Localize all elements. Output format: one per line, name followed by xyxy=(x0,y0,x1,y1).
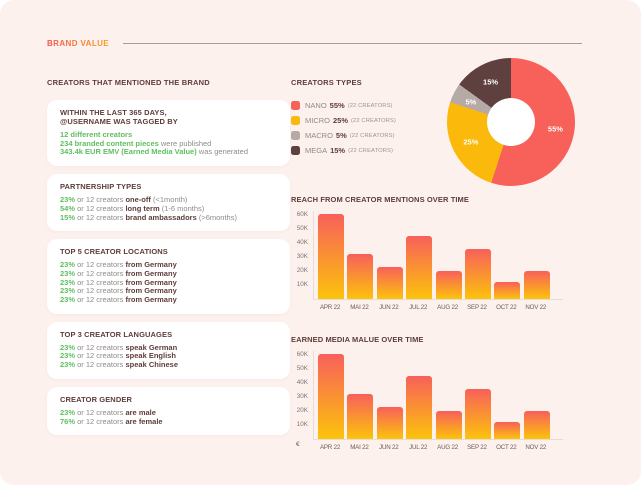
legend-name: MICRO xyxy=(305,116,330,125)
legend-name: MACRO xyxy=(305,131,333,140)
donut-slice-label: 25% xyxy=(463,137,479,147)
section-title-creator-types: CREATORS TYPES xyxy=(291,78,362,87)
x-axis-tick: SEP 22 xyxy=(467,304,487,311)
legend-percent: 5% xyxy=(335,131,347,140)
y-axis xyxy=(291,351,313,439)
stat-description: or 12 creators xyxy=(75,277,126,287)
legend-swatch xyxy=(291,131,300,140)
x-axis-tick: AUG 22 xyxy=(437,444,458,451)
percent-value: 23% xyxy=(60,351,76,361)
x-axis xyxy=(313,304,591,311)
plot-area xyxy=(313,351,563,440)
legend-name: MEGA xyxy=(305,146,328,155)
percent-value: 23% xyxy=(60,268,76,278)
bar-mai-22 xyxy=(347,394,373,439)
y-axis-tick: 50K xyxy=(296,224,308,232)
highlight-value: 12 different creators xyxy=(60,130,133,139)
percent-value: 23% xyxy=(60,360,76,370)
percent-value: 23% xyxy=(60,295,76,305)
chart-title: EARNED MEDIA MALUE OVER TIME xyxy=(291,335,424,344)
bar-jul-22 xyxy=(406,236,432,299)
stat-description: or 12 creators xyxy=(75,351,126,361)
x-axis-tick: OCT 22 xyxy=(496,304,517,311)
stat-card-title: PARTNERSHIP TYPES xyxy=(60,182,142,192)
charts-section xyxy=(291,78,626,468)
chart-body xyxy=(291,351,591,440)
stat-keyword: speak German xyxy=(125,342,178,352)
stat-description: or 12 creators xyxy=(75,260,126,270)
legend-percent: 25% xyxy=(333,116,349,125)
y-axis-tick: 10K xyxy=(296,280,308,288)
stat-card xyxy=(47,239,290,314)
legend-note: (22 CREATORS) xyxy=(349,132,395,139)
donut-slice-label: 5% xyxy=(465,97,477,107)
stat-keyword: brand ambassadors xyxy=(125,212,197,222)
stat-description: (<1month) xyxy=(150,195,188,205)
bar-nov-22 xyxy=(524,271,550,299)
percent-value: 23% xyxy=(60,286,76,296)
bar-sep-22 xyxy=(465,389,491,439)
bar-oct-22 xyxy=(494,282,520,299)
legend-note: (22 CREATORS) xyxy=(348,147,394,154)
stat-card xyxy=(47,387,290,435)
x-axis-tick: JUL 22 xyxy=(409,444,428,451)
bar-aug-22 xyxy=(436,411,462,439)
bar-aug-22 xyxy=(436,271,462,299)
creators-mentioned-section xyxy=(47,78,290,443)
stat-description: or 12 creators xyxy=(75,407,126,417)
x-axis-tick: JUN 22 xyxy=(379,304,399,311)
stat-description: were published xyxy=(158,138,212,148)
stat-line xyxy=(60,296,277,305)
stat-description: (>6months) xyxy=(196,212,237,222)
bar-mai-22 xyxy=(347,254,373,299)
currency-label: € xyxy=(296,441,300,448)
stat-description: or 12 creators xyxy=(75,212,126,222)
summary-card-title xyxy=(60,108,277,126)
x-axis-tick: JUN 22 xyxy=(379,444,399,451)
stat-keyword: are female xyxy=(125,416,163,426)
stat-keyword: from Germany xyxy=(125,286,177,296)
y-axis-tick: 40K xyxy=(296,238,308,246)
stat-description: or 12 creators xyxy=(75,295,126,305)
donut-slice-label: 55% xyxy=(547,124,563,134)
stat-description: or 12 creators xyxy=(75,268,126,278)
creator-types-donut-chart xyxy=(447,58,575,186)
donut-slice-label: 15% xyxy=(483,77,499,87)
summary-title-line-2: @USERNAME WAS TAGGED BY xyxy=(60,117,178,126)
stat-description: was generated xyxy=(196,147,249,157)
bar-apr-22 xyxy=(318,354,344,439)
plot-area xyxy=(313,211,563,300)
stat-line xyxy=(60,214,277,223)
y-axis-tick: 40K xyxy=(296,378,308,386)
page-header xyxy=(47,39,582,48)
stat-keyword: from Germany xyxy=(125,268,177,278)
stat-description: or 12 creators xyxy=(75,342,126,352)
stat-card-title: TOP 3 CREATOR LANGUAGES xyxy=(60,329,173,339)
bar-apr-22 xyxy=(318,214,344,299)
stat-description: (1-6 months) xyxy=(159,203,205,213)
summary-card xyxy=(47,100,290,166)
percent-value: 54% xyxy=(60,203,76,213)
legend-percent: 15% xyxy=(330,146,346,155)
x-axis-tick: NOV 22 xyxy=(525,304,547,311)
stat-keyword: from Germany xyxy=(125,260,177,270)
stat-cards xyxy=(47,174,290,435)
stat-line xyxy=(60,418,277,427)
x-axis-tick: OCT 22 xyxy=(496,444,517,451)
summary-stat-line xyxy=(60,148,277,157)
chart-title: REACH FROM CREATOR MENTIONS OVER TIME xyxy=(291,195,470,204)
y-axis-tick: 30K xyxy=(296,392,308,400)
reach-over-time-chart xyxy=(291,195,591,311)
x-axis-tick: AUG 22 xyxy=(437,304,458,311)
legend-name: NANO xyxy=(305,101,327,110)
percent-value: 15% xyxy=(60,212,76,222)
stat-description: or 12 creators xyxy=(75,195,126,205)
stat-description: or 12 creators xyxy=(75,286,126,296)
y-axis-tick: 10K xyxy=(296,420,308,428)
percent-value: 23% xyxy=(60,260,76,270)
stat-keyword: speak Chinese xyxy=(125,360,178,370)
page-title: BRAND VALUE xyxy=(47,39,110,48)
stat-card-title: TOP 5 CREATOR LOCATIONS xyxy=(60,247,168,257)
y-axis-tick: 60K xyxy=(296,350,308,358)
x-axis-tick: APR 22 xyxy=(319,444,341,451)
stat-keyword: from Germany xyxy=(125,295,177,305)
emv-over-time-chart xyxy=(291,335,591,451)
y-axis-tick: 30K xyxy=(296,252,308,260)
stat-description: or 12 creators xyxy=(75,360,126,370)
x-axis-tick: JUL 22 xyxy=(409,304,428,311)
y-axis xyxy=(291,211,313,299)
y-axis-tick: 50K xyxy=(296,364,308,372)
stat-card xyxy=(47,322,290,379)
x-axis-tick: APR 22 xyxy=(319,304,341,311)
percent-value: 23% xyxy=(60,342,76,352)
donut-hole xyxy=(487,98,535,146)
stat-description: or 12 creators xyxy=(75,416,126,426)
chart-body xyxy=(291,211,591,300)
header-divider xyxy=(123,43,582,44)
legend-note: (22 CREATORS) xyxy=(347,102,393,109)
stat-keyword: speak English xyxy=(125,351,176,361)
highlight-value: 343.4k EUR EMV (Earned Media Value) xyxy=(60,147,197,157)
percent-value: 23% xyxy=(60,277,76,287)
legend-swatch xyxy=(291,116,300,125)
bar-nov-22 xyxy=(524,411,550,439)
bar-jun-22 xyxy=(377,407,403,439)
bar-jul-22 xyxy=(406,376,432,439)
stat-card xyxy=(47,174,290,231)
bar-jun-22 xyxy=(377,267,403,299)
x-axis-tick: MAI 22 xyxy=(350,444,369,451)
summary-title-line-1: WITHIN THE LAST 365 DAYS, xyxy=(60,108,167,117)
section-title-creators-mentioned: CREATORS THAT MENTIONED THE BRAND xyxy=(47,78,210,87)
legend-swatch xyxy=(291,101,300,110)
stat-line xyxy=(60,361,277,370)
y-axis-tick: 20K xyxy=(296,266,308,274)
legend-swatch xyxy=(291,146,300,155)
x-axis-tick: SEP 22 xyxy=(467,444,487,451)
stat-keyword: long term xyxy=(125,203,160,213)
percent-value: 23% xyxy=(60,195,76,205)
stat-keyword: are male xyxy=(125,407,156,417)
x-axis-tick: MAI 22 xyxy=(350,304,369,311)
x-axis-tick: NOV 22 xyxy=(525,444,547,451)
stat-card-title: CREATOR GENDER xyxy=(60,394,132,404)
y-axis-tick: 20K xyxy=(296,406,308,414)
percent-value: 76% xyxy=(60,416,76,426)
stat-keyword: one-off xyxy=(125,195,151,205)
x-axis xyxy=(313,444,591,451)
y-axis-tick: 60K xyxy=(296,210,308,218)
highlight-value: 234 branded content pieces xyxy=(60,138,159,148)
stat-description: or 12 creators xyxy=(75,203,126,213)
summary-card-lines xyxy=(60,131,277,157)
percent-value: 23% xyxy=(60,407,76,417)
legend-note: (22 CREATORS) xyxy=(351,117,396,124)
legend-percent: 55% xyxy=(329,101,345,110)
bar-sep-22 xyxy=(465,249,491,299)
bar-oct-22 xyxy=(494,422,520,439)
stat-keyword: from Germany xyxy=(125,277,177,287)
